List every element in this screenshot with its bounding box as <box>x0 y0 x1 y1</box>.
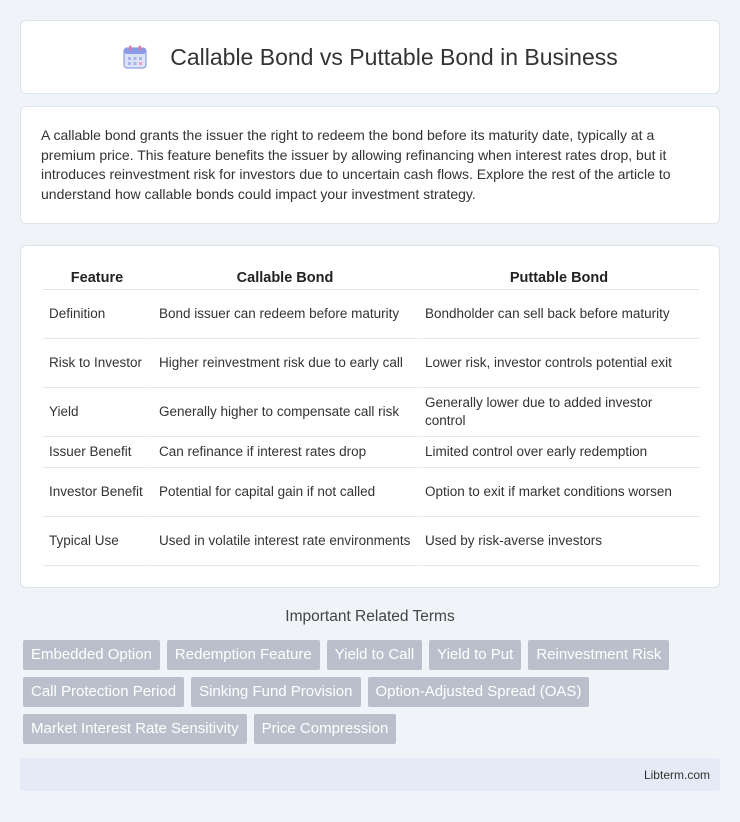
table-cell: Lower risk, investor controls potential exit <box>417 339 699 388</box>
page-title: Callable Bond vs Puttable Bond in Business <box>170 43 618 70</box>
term-tag[interactable]: Yield to Call <box>327 640 422 670</box>
comparison-table <box>43 266 699 566</box>
table-row <box>43 339 699 388</box>
table-cell: Risk to Investor <box>43 339 151 388</box>
table-cell: Investor Benefit <box>43 468 151 517</box>
intro-text: A callable bond grants the issuer the right to redeem the bond before its maturity date, typically at a premium price. This feature benefits the issuer by allowing refinancing when interest rates drop, but it introduces reinvestment risk for investors due to uncertain cash flows. Explore the rest of the article to understand how callable bonds could impact your investment strategy. <box>41 127 671 202</box>
term-tag[interactable]: Embedded Option <box>23 640 160 670</box>
calendar-icon <box>122 44 148 70</box>
table-row <box>43 388 699 437</box>
table-cell: Used by risk-averse investors <box>417 517 699 566</box>
table-cell: Higher reinvestment risk due to early call <box>151 339 417 388</box>
table-cell: Generally higher to compensate call risk <box>151 388 417 437</box>
table-row <box>43 468 699 517</box>
term-tag[interactable]: Market Interest Rate Sensitivity <box>23 714 247 744</box>
term-tag[interactable]: Yield to Put <box>429 640 521 670</box>
term-tag[interactable]: Sinking Fund Provision <box>191 677 360 707</box>
column-header-puttable: Puttable Bond <box>417 266 699 290</box>
footer-site-link[interactable]: Libterm.com <box>643 768 710 782</box>
table-row <box>43 517 699 566</box>
table-cell: Generally lower due to added investor control <box>417 388 699 437</box>
term-tag[interactable]: Redemption Feature <box>167 640 320 670</box>
intro-card <box>20 106 720 224</box>
table-cell: Limited control over early redemption <box>417 437 699 468</box>
table-cell: Yield <box>43 388 151 437</box>
table-cell: Definition <box>43 290 151 339</box>
table-cell: Issuer Benefit <box>43 437 151 468</box>
term-tag[interactable]: Reinvestment Risk <box>528 640 669 670</box>
title-wrap <box>122 44 618 71</box>
table-cell: Bond issuer can redeem before maturity <box>151 290 417 339</box>
header-card <box>20 20 720 94</box>
term-tag[interactable]: Call Protection Period <box>23 677 184 707</box>
table-row <box>43 290 699 339</box>
column-header-feature: Feature <box>43 266 151 290</box>
table-cell: Typical Use <box>43 517 151 566</box>
table-cell: Option to exit if market conditions worsen <box>417 468 699 517</box>
table-cell: Potential for capital gain if not called <box>151 468 417 517</box>
table-cell: Bondholder can sell back before maturity <box>417 290 699 339</box>
term-tag[interactable]: Option-Adjusted Spread (OAS) <box>368 677 590 707</box>
table-cell: Can refinance if interest rates drop <box>151 437 417 468</box>
table-row <box>43 437 699 468</box>
related-terms-title: Important Related Terms <box>285 608 455 625</box>
related-terms-list <box>23 640 723 744</box>
column-header-callable: Callable Bond <box>151 266 417 290</box>
comparison-table-card <box>20 245 720 588</box>
footer <box>20 758 720 791</box>
term-tag[interactable]: Price Compression <box>254 714 397 744</box>
table-cell: Used in volatile interest rate environments <box>151 517 417 566</box>
